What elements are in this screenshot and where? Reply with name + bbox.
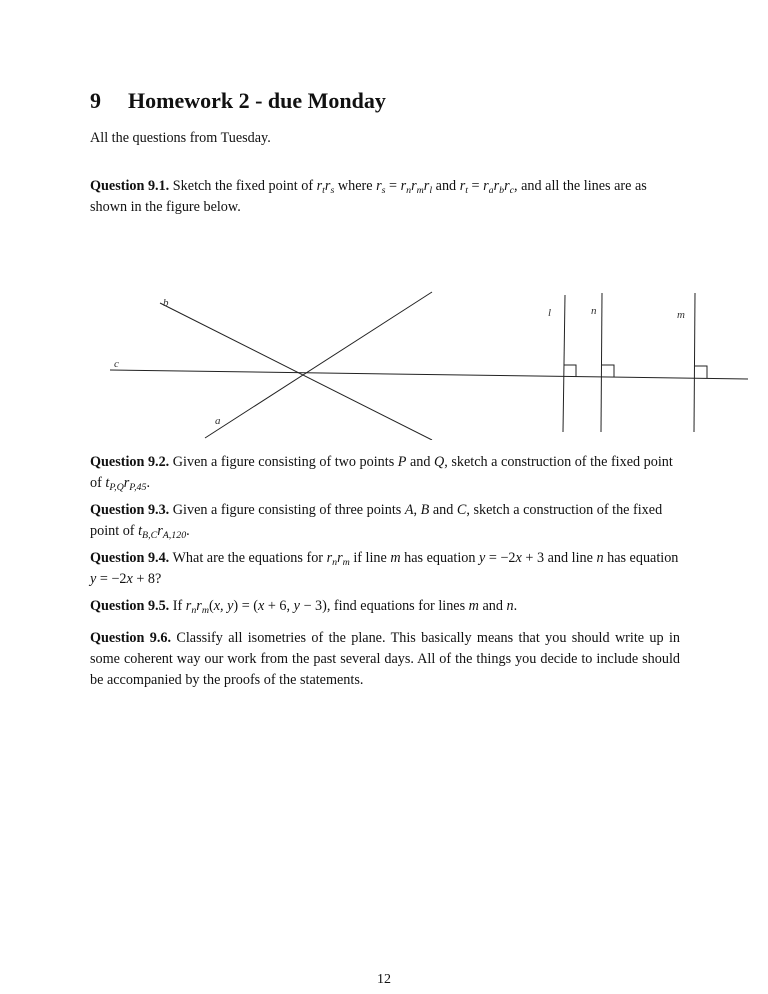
question-9-4: Question 9.4. What are the equations for $r_nr_m$ if line m has equation y = −2x + 3 and line n has equation y = −2x + 8? xyxy=(90,550,679,587)
page-number: 12 xyxy=(377,972,391,987)
label-m: m xyxy=(677,309,685,321)
label-c: c xyxy=(114,358,119,370)
right-angle-l xyxy=(564,365,576,377)
question-9-5: Question 9.5. If $r_nr_m(x$, y) = (x + 6, y − 3), find equations for lines m and n. xyxy=(90,598,518,616)
intro-text: All the questions from Tuesday. xyxy=(90,130,271,146)
section-title: Homework 2 - due Monday xyxy=(128,88,386,113)
question-9-1: Question 9.1. Sketch the fixed point of $r_tr_s$ where $r_s = r_nr_mr_l$ and $r_t = r_ar_br_c$, and all the lines are as shown in the figure below. xyxy=(90,178,647,215)
right-angle-m xyxy=(695,366,707,378)
question-9-2: Question 9.2. Given a figure consisting of two points P and Q, sketch a construction of the fixed point of $t_{P,Q}r_{P,45}$. xyxy=(90,454,673,493)
line-m xyxy=(694,293,695,432)
label-l: l xyxy=(548,307,552,319)
question-label: Question 9.1. xyxy=(90,178,170,194)
line-n xyxy=(601,293,602,432)
line-a-upper xyxy=(205,292,432,438)
label-n: n xyxy=(591,305,597,317)
lines-figure xyxy=(0,280,768,440)
label-b: b xyxy=(163,297,169,309)
section-number: 9 xyxy=(90,88,101,113)
question-9-3: Question 9.3. Given a figure consisting of three points A, B and C, sketch a construction of the fixed point of $t_{B,C}r_{A,120}$. xyxy=(90,502,663,541)
line-l xyxy=(563,295,565,432)
question-9-6: Question 9.6. Classify all isometries of the plane. This basically means that you should write up in some coherent way our work from the past several days. All of the things you decide to include should be accompanied by the proofs of the statements. xyxy=(90,630,680,688)
line-c xyxy=(110,370,748,379)
label-a: a xyxy=(215,415,221,427)
section-heading xyxy=(90,88,386,114)
right-angle-n xyxy=(602,365,614,377)
